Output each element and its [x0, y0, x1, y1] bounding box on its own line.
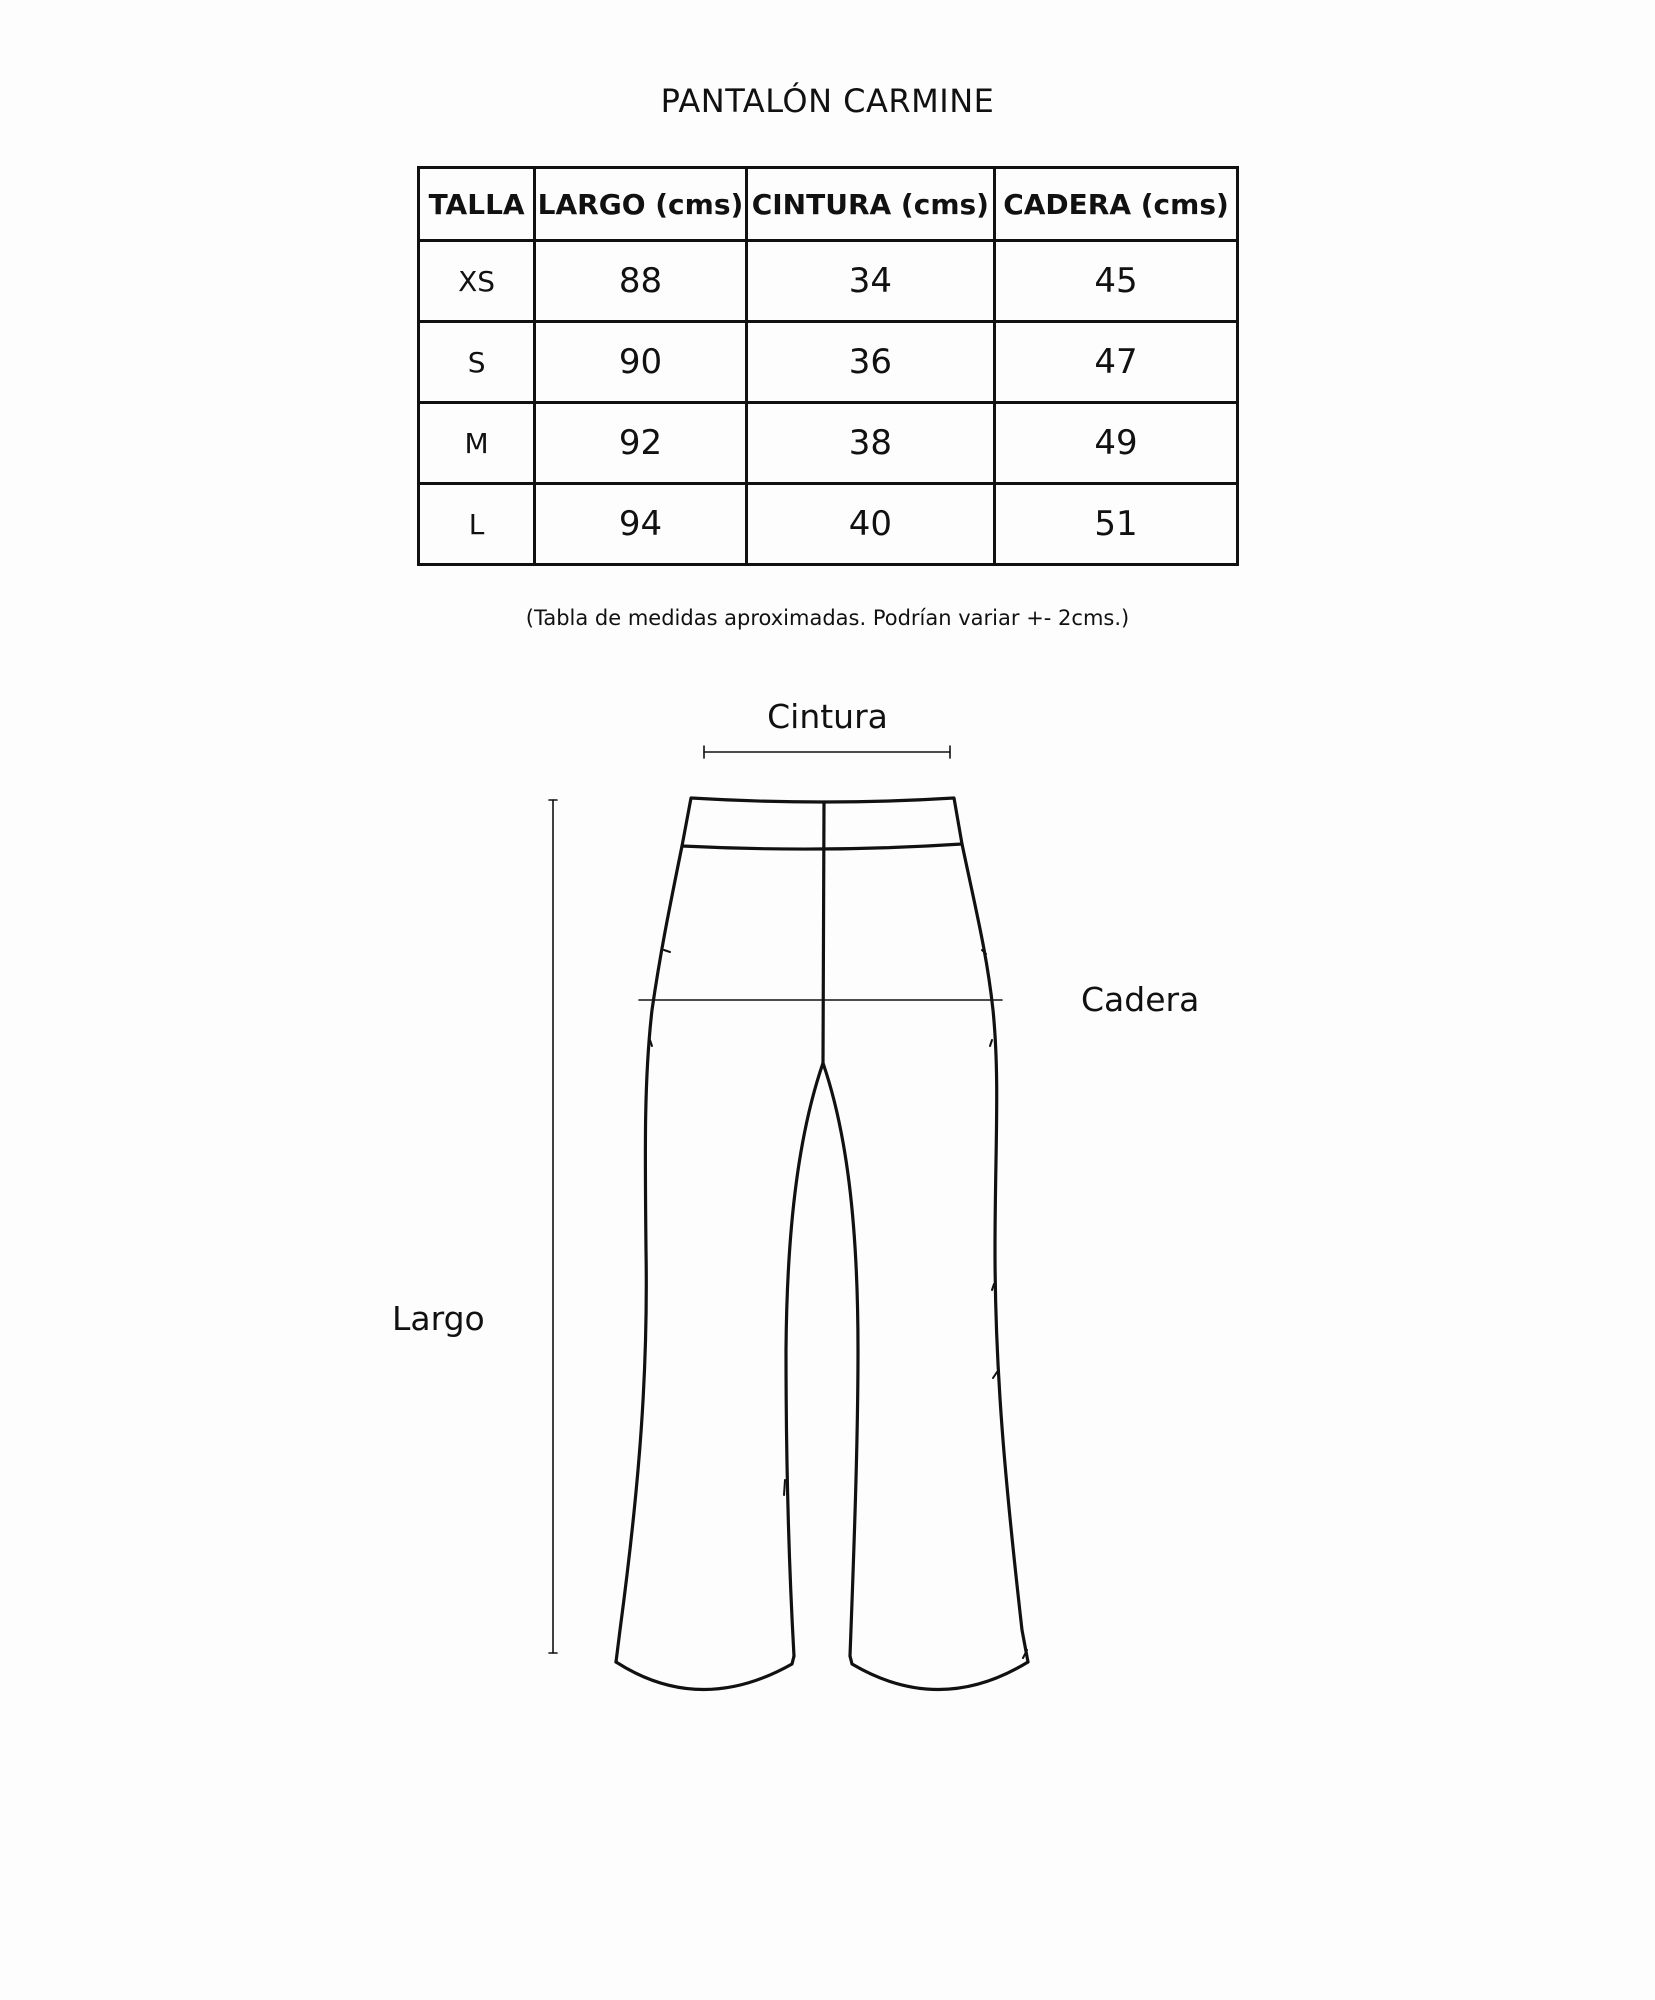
cell-talla: M: [419, 403, 535, 484]
measure-lines: [549, 746, 1002, 1653]
cell-cintura: 36: [746, 322, 994, 403]
stitch-mark: [993, 1372, 997, 1378]
label-cintura: Cintura: [767, 697, 888, 736]
cell-largo: 90: [535, 322, 747, 403]
cell-largo: 92: [535, 403, 747, 484]
cell-cadera: 49: [994, 403, 1237, 484]
cell-talla: XS: [419, 241, 535, 322]
outer-right-seam: [962, 844, 1028, 1662]
measurement-note: (Tabla de medidas aproximadas. Podrían variar +- 2cms.): [525, 606, 1130, 630]
stitch-mark: [990, 1040, 992, 1046]
page-title: PANTALÓN CARMINE: [660, 82, 995, 120]
stitch-mark: [992, 1284, 994, 1290]
cell-cadera: 47: [994, 322, 1237, 403]
label-cadera: Cadera: [1081, 980, 1200, 1019]
outer-left-seam: [616, 846, 682, 1662]
cell-cintura: 38: [746, 403, 994, 484]
cell-talla: L: [419, 484, 535, 565]
cell-cintura: 34: [746, 241, 994, 322]
stitch-marks: [650, 950, 1027, 1658]
center-seam: [823, 802, 824, 1063]
cell-largo: 94: [535, 484, 747, 565]
cell-largo: 88: [535, 241, 747, 322]
header-cadera: CADERA (cms): [994, 168, 1237, 241]
header-largo: LARGO (cms): [535, 168, 747, 241]
waistband: [682, 798, 962, 849]
header-cintura: CINTURA (cms): [746, 168, 994, 241]
cell-cadera: 51: [994, 484, 1237, 565]
stitch-mark: [664, 950, 670, 952]
stitch-mark: [784, 1480, 785, 1495]
cell-cadera: 45: [994, 241, 1237, 322]
inseam: [786, 1063, 858, 1656]
hem-left: [616, 1656, 794, 1690]
hem-right: [850, 1656, 1028, 1690]
pants-outline: [616, 798, 1028, 1690]
cell-cintura: 40: [746, 484, 994, 565]
label-largo: Largo: [392, 1299, 485, 1338]
header-talla: TALLA: [419, 168, 535, 241]
cell-talla: S: [419, 322, 535, 403]
